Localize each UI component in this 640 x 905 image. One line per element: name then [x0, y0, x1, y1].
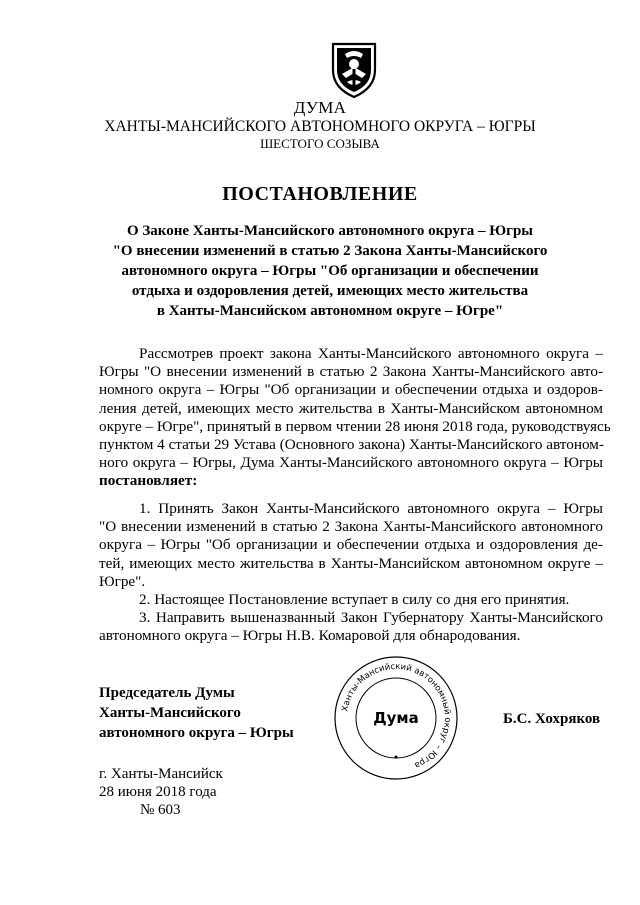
item-3-paragraph	[99, 609, 603, 645]
org-title: ДУМА	[293, 98, 347, 117]
coat-of-arms-emblem	[327, 40, 381, 100]
document-subject	[80, 221, 580, 321]
subject-line: отдыха и оздоровления детей, имеющих место жительства	[131, 283, 529, 299]
item-1-line: тей, имеющих место жительства в Ханты-Мансийском автономном округе –	[99, 554, 603, 572]
item-1-line: 1. Принять Закон Ханты-Мансийского автономного округа – Югры	[139, 500, 603, 517]
preamble-paragraph	[99, 345, 611, 491]
preamble-line: ления детей, имеющих место жительства в Ханты-Мансийском автономном	[99, 399, 603, 417]
subject-line: автономного округа – Югры "Об организации и обеспечении	[121, 263, 539, 279]
footer-city: г. Ханты-Мансийск	[99, 766, 223, 782]
item-3-line: 3. Направить вышеназванный Закон Губернатору Ханты-Мансийского	[139, 609, 603, 626]
org-name: ХАНТЫ-МАНСИЙСКОГО АВТОНОМНОГО ОКРУГА – ЮГРЫ	[104, 118, 536, 135]
signatory-name: Б.С. Хохряков	[503, 711, 601, 727]
item-1-line: "О внесении изменений в статью 2 Закона Ханты-Мансийского автономного	[99, 518, 603, 536]
item-3-line: автономного округа – Югры Н.В. Комаровой для обнародования.	[99, 627, 521, 645]
document-number: № 603	[140, 802, 181, 818]
subject-line: в Ханты-Мансийском автономном округе – Югре"	[156, 303, 504, 319]
item-1-line: Югре".	[99, 572, 146, 590]
stamp-center-text: Дума	[373, 709, 419, 727]
preamble-line: округе – Югре", принятый в первом чтении 28 июня 2018 года, руководствуясь	[99, 417, 611, 435]
footer-date: 28 июня 2018 года	[99, 784, 217, 800]
preamble-line: Рассмотрев проект закона Ханты-Мансийского автономного округа –	[139, 345, 603, 362]
preamble-line: Югры "О внесении изменений в статью 2 Закона Ханты-Мансийского авто-	[99, 363, 603, 381]
stamp-ring-text: Ханты-Мансийский автономный округ – Югра	[340, 661, 453, 771]
preamble-line: ного округа – Югры, Дума Ханты-Мансийского автономного округа – Югры	[99, 454, 603, 472]
convocation: ШЕСТОГО СОЗЫВА	[260, 136, 380, 151]
item-2-line: 2. Настоящее Постановление вступает в силу со дня его принятия.	[139, 591, 570, 608]
item-2-paragraph	[99, 591, 603, 609]
item-1-line: округа – Югры "Об организации и обеспечении отдыха и оздоровления де-	[99, 536, 603, 554]
subject-line: О Законе Ханты-Мансийского автономного округа – Югры	[126, 223, 534, 239]
subject-line: "О внесении изменений в статью 2 Закона Ханты-Мансийского	[112, 243, 548, 259]
preamble-line: номного округа – Югры "Об организации и обеспечении отдыха и оздоров-	[99, 381, 603, 399]
resolves-keyword: постановляет:	[99, 472, 198, 490]
signatory-title	[99, 683, 294, 743]
signatory-title-line: автономного округа – Югры	[99, 725, 294, 741]
document-type-title: ПОСТАНОВЛЕНИЕ	[222, 183, 418, 205]
preamble-line: пунктом 4 статьи 29 Устава (Основного закона) Ханты-Мансийского автоном-	[99, 435, 604, 453]
signatory-title-line: Председатель Думы	[99, 685, 235, 701]
signatory-title-line: Ханты-Мансийского	[99, 705, 241, 721]
official-stamp	[332, 654, 460, 782]
item-1-paragraph	[99, 500, 603, 591]
